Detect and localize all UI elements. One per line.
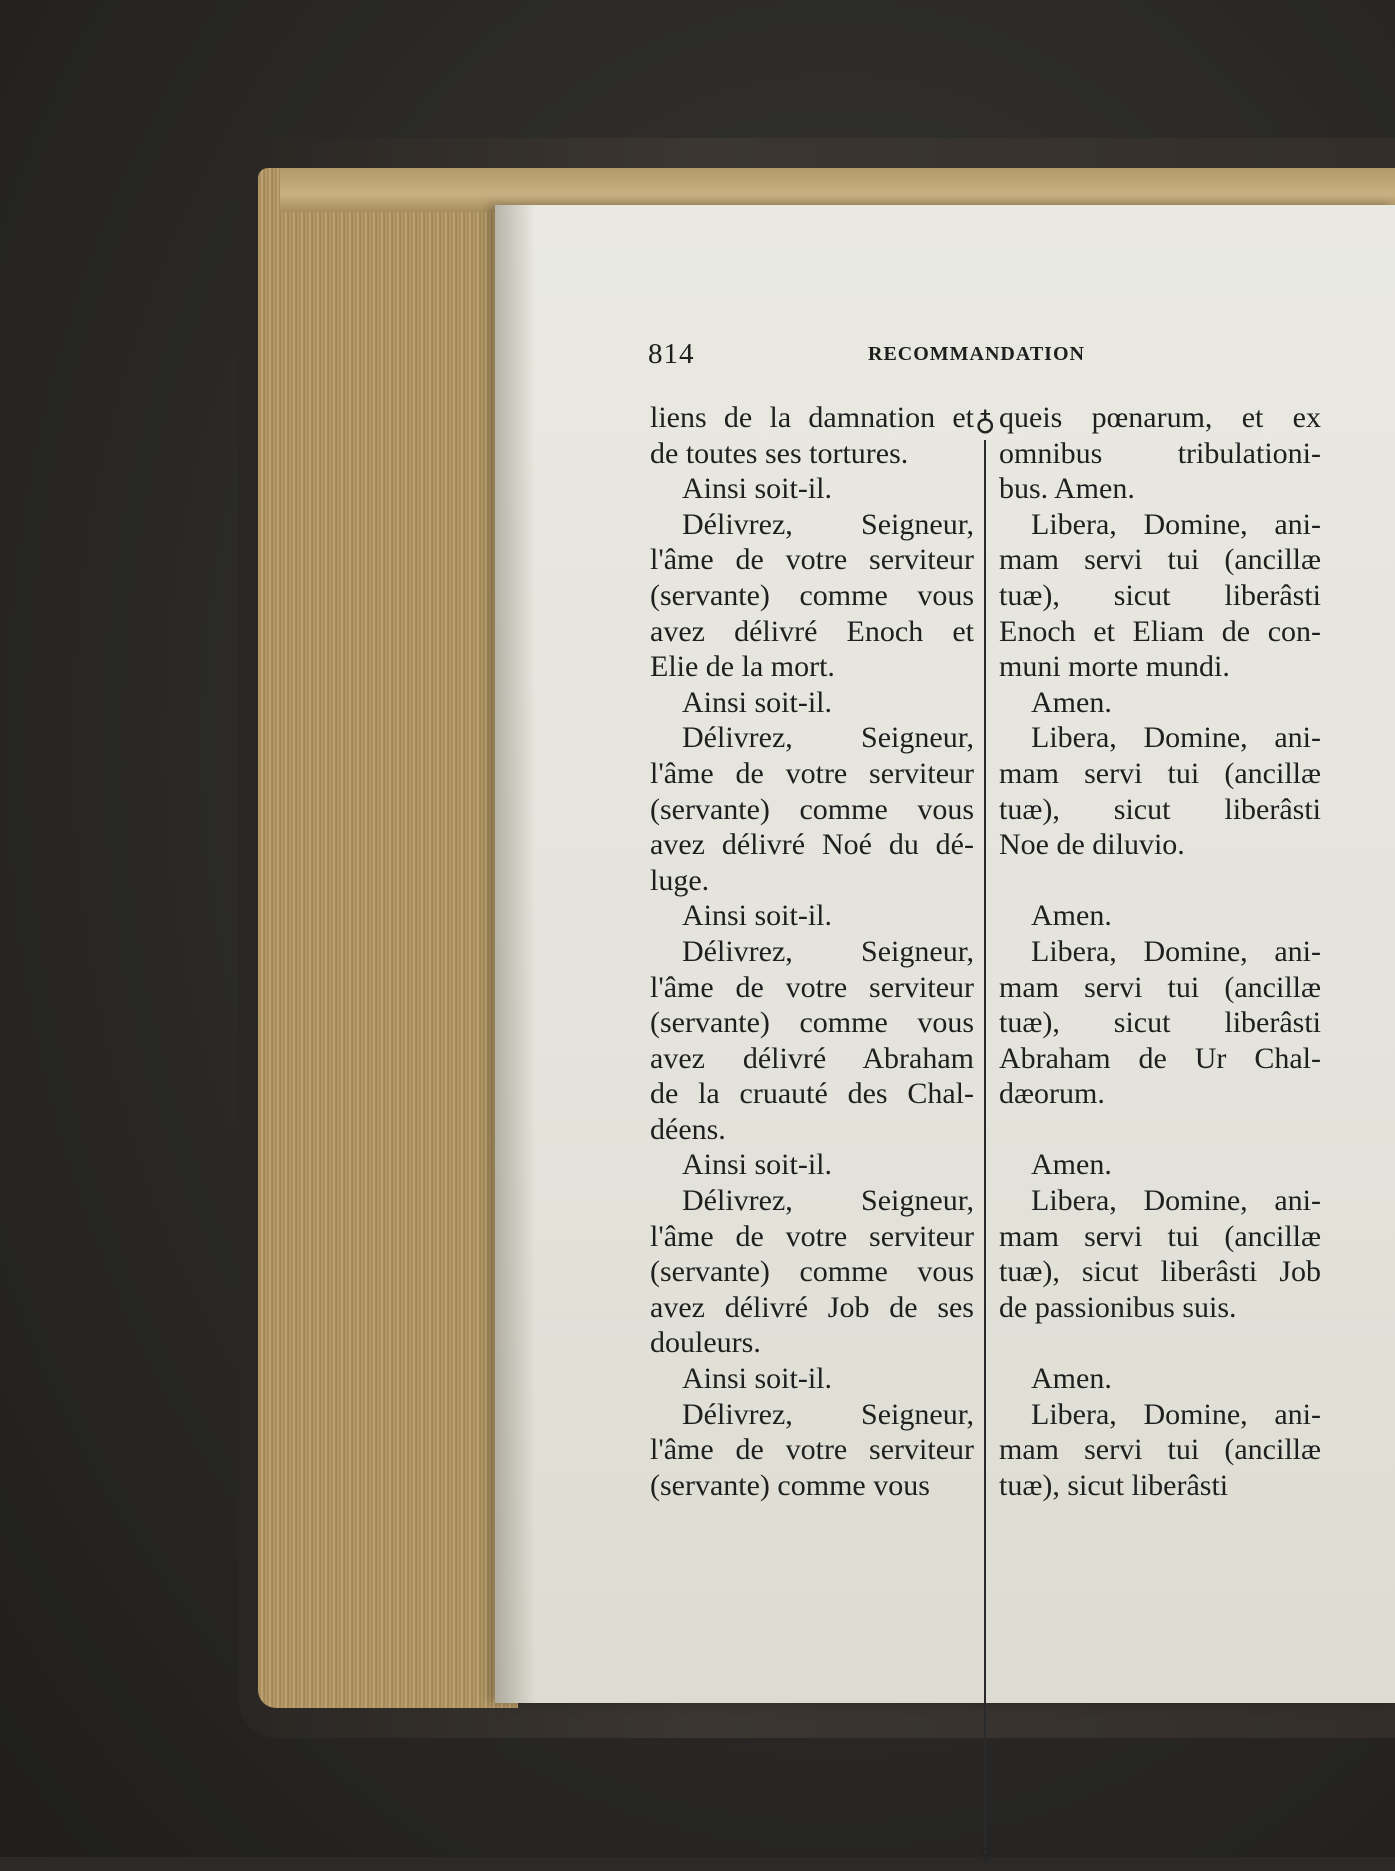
- french-line: Ainsi soit-il.: [682, 1148, 833, 1182]
- french-line: l'âme de votre serviteur: [650, 1219, 974, 1253]
- page-number: 814: [648, 338, 695, 370]
- french-line: l'âme de votre serviteur: [650, 970, 974, 1004]
- french-line: Délivrez, Seigneur,: [682, 507, 974, 541]
- french-line: Ainsi soit-il.: [682, 472, 833, 506]
- french-line: Ainsi soit-il.: [682, 899, 833, 933]
- latin-line: mam servi tui (ancillæ: [999, 1219, 1321, 1253]
- latin-line: mam servi tui (ancillæ: [999, 1433, 1321, 1467]
- latin-line: Amen.: [1031, 1148, 1112, 1182]
- latin-line: de passionibus suis.: [999, 1290, 1237, 1324]
- french-line: (servante) comme vous: [650, 1006, 974, 1040]
- french-column: [650, 400, 974, 1503]
- latin-line: tuæ), sicut liberâsti: [999, 578, 1321, 612]
- latin-line: muni morte mundi.: [999, 650, 1230, 684]
- latin-line: [999, 1325, 1321, 1361]
- latin-line: Enoch et Eliam de con-: [999, 614, 1321, 648]
- french-line: l'âme de votre serviteur: [650, 1433, 974, 1467]
- gutter-shadow: [495, 205, 535, 1703]
- french-line: avez délivré Abraham: [650, 1041, 974, 1075]
- latin-line: dæorum.: [999, 1077, 1105, 1111]
- latin-line: Noe de diluvio.: [999, 828, 1185, 862]
- french-line: avez délivré Job de ses: [650, 1290, 974, 1324]
- french-line: Délivrez, Seigneur,: [682, 1184, 974, 1218]
- latin-line: [999, 1112, 1321, 1148]
- latin-line: tuæ), sicut liberâsti: [999, 1006, 1321, 1040]
- column-divider: [984, 440, 986, 1864]
- latin-line: Libera, Domine, ani-: [1031, 1397, 1321, 1431]
- french-line: (servante) comme vous: [650, 1255, 974, 1289]
- latin-line: omnibus tribulationi-: [999, 436, 1321, 470]
- column-bottom-mark: ♀: [975, 1840, 996, 1871]
- latin-line: Libera, Domine, ani-: [1031, 934, 1321, 968]
- latin-line: tuæ), sicut liberâsti Job: [999, 1255, 1321, 1289]
- french-line: Délivrez, Seigneur,: [682, 934, 974, 968]
- french-line: déens.: [650, 1112, 726, 1146]
- latin-line: queis pœnarum, et ex: [999, 401, 1321, 434]
- latin-line: mam servi tui (ancillæ: [999, 756, 1321, 790]
- french-line: Délivrez, Seigneur,: [682, 1397, 974, 1431]
- french-line: (servante) comme vous: [650, 578, 974, 612]
- french-line: l'âme de votre serviteur: [650, 543, 974, 577]
- french-line: Délivrez, Seigneur,: [682, 721, 974, 755]
- french-line: douleurs.: [650, 1326, 761, 1360]
- latin-line: bus. Amen.: [999, 472, 1135, 506]
- french-line: l'âme de votre serviteur: [650, 756, 974, 790]
- french-line: Elie de la mort.: [650, 650, 835, 684]
- page-header: [0, 338, 1395, 378]
- latin-line: Amen.: [1031, 1362, 1112, 1396]
- latin-line: Libera, Domine, ani-: [1031, 721, 1321, 755]
- running-title: RECOMMANDATION: [868, 343, 1085, 365]
- french-line: Ainsi soit-il.: [682, 685, 833, 719]
- french-line: avez délivré Noé du dé-: [650, 828, 974, 862]
- french-line: luge.: [650, 863, 710, 897]
- latin-line: mam servi tui (ancillæ: [999, 543, 1321, 577]
- latin-line: tuæ), sicut liberâsti: [999, 1468, 1229, 1502]
- french-line: avez délivré Enoch et: [650, 614, 974, 648]
- french-line: de la cruauté des Chal-: [650, 1077, 974, 1111]
- french-line: (servante) comme vous: [650, 1468, 930, 1502]
- column-top-mark: ♁: [975, 406, 996, 437]
- latin-line: mam servi tui (ancillæ: [999, 970, 1321, 1004]
- french-line: Ainsi soit-il.: [682, 1362, 833, 1396]
- latin-line: Libera, Domine, ani-: [1031, 507, 1321, 541]
- page-edges: [258, 168, 518, 1708]
- latin-line: Amen.: [1031, 685, 1112, 719]
- latin-line: [999, 863, 1321, 899]
- latin-column: [999, 400, 1321, 1503]
- french-line: liens de la damnation et: [650, 401, 974, 434]
- latin-line: tuæ), sicut liberâsti: [999, 792, 1321, 826]
- latin-line: Amen.: [1031, 899, 1112, 933]
- latin-line: Libera, Domine, ani-: [1031, 1184, 1321, 1218]
- french-line: (servante) comme vous: [650, 792, 974, 826]
- latin-line: Abraham de Ur Chal-: [999, 1041, 1321, 1075]
- french-line: de toutes ses tortures.: [650, 436, 909, 470]
